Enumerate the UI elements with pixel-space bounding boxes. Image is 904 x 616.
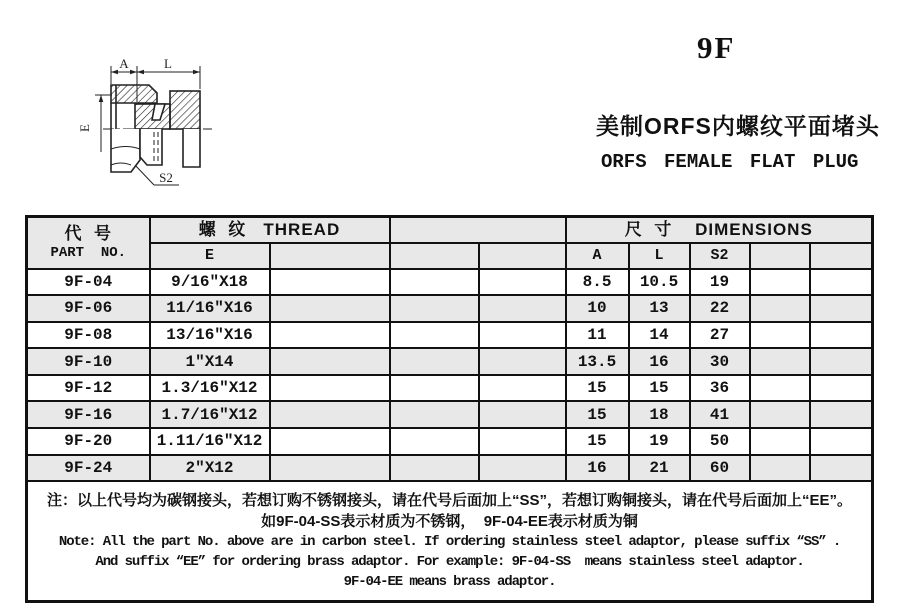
cell-empty <box>479 269 566 296</box>
cell-a: 16 <box>566 455 629 482</box>
cell-empty <box>810 375 873 402</box>
header-col-s2: S2 <box>690 243 750 269</box>
cell-empty <box>270 295 390 322</box>
table-row <box>27 401 873 428</box>
cell-empty <box>270 401 390 428</box>
cell-empty <box>479 348 566 375</box>
cell-empty <box>750 401 810 428</box>
cell-a: 15 <box>566 375 629 402</box>
table-row <box>27 375 873 402</box>
cell-part: 9F-16 <box>27 401 150 428</box>
table-row <box>27 428 873 455</box>
dim-label-e: E <box>77 124 92 132</box>
cell-s2: 22 <box>690 295 750 322</box>
cell-part: 9F-04 <box>27 269 150 296</box>
cell-empty <box>479 455 566 482</box>
cell-part: 9F-08 <box>27 322 150 349</box>
cell-part: 9F-12 <box>27 375 150 402</box>
header-blank <box>390 243 479 269</box>
cell-l: 10.5 <box>629 269 690 296</box>
dim-label-s2: S2 <box>159 170 173 185</box>
cell-empty <box>270 322 390 349</box>
cell-empty <box>810 401 873 428</box>
note-line-zh-1: 注：以上代号均为碳钢接头，若想订购不锈钢接头，请在代号后面加上“SS”，若想订购铜接头，请在代号后面加上“EE”。 <box>47 492 853 510</box>
cell-thread: 1″X14 <box>150 348 270 375</box>
cell-a: 15 <box>566 401 629 428</box>
cell-empty <box>479 428 566 455</box>
cell-empty <box>810 455 873 482</box>
header-blank <box>270 243 390 269</box>
cell-empty <box>750 322 810 349</box>
cell-a: 13.5 <box>566 348 629 375</box>
cell-l: 21 <box>629 455 690 482</box>
cell-empty <box>390 375 479 402</box>
header-col-e: E <box>150 243 270 269</box>
header-blank <box>479 243 566 269</box>
note-line-en-3: 9F-04-EE means brass adaptor. <box>343 574 556 591</box>
cell-thread: 1.11/16″X12 <box>150 428 270 455</box>
header-blank <box>810 243 873 269</box>
cell-l: 15 <box>629 375 690 402</box>
notes-row <box>27 481 873 602</box>
cell-empty <box>270 375 390 402</box>
header-col-l: L <box>629 243 690 269</box>
cell-part: 9F-20 <box>27 428 150 455</box>
cell-empty <box>810 295 873 322</box>
cell-empty <box>390 348 479 375</box>
header-blank-span <box>390 217 566 243</box>
header-dimensions: 尺 寸 DIMENSIONS <box>566 217 873 243</box>
cell-l: 14 <box>629 322 690 349</box>
cell-s2: 19 <box>690 269 750 296</box>
cell-s2: 36 <box>690 375 750 402</box>
header-part-no-en: PART NO. <box>50 244 127 261</box>
cell-empty <box>750 269 810 296</box>
cell-empty <box>479 375 566 402</box>
header-thread: 螺 纹 THREAD <box>150 217 390 243</box>
cell-empty <box>810 322 873 349</box>
cell-empty <box>750 348 810 375</box>
cell-part: 9F-24 <box>27 455 150 482</box>
cell-a: 15 <box>566 428 629 455</box>
header-row-2 <box>27 243 873 269</box>
cell-empty <box>390 295 479 322</box>
cell-empty <box>270 269 390 296</box>
cell-l: 13 <box>629 295 690 322</box>
cell-s2: 30 <box>690 348 750 375</box>
cell-l: 16 <box>629 348 690 375</box>
cell-empty <box>479 295 566 322</box>
cell-empty <box>750 295 810 322</box>
cell-s2: 27 <box>690 322 750 349</box>
cell-empty <box>810 428 873 455</box>
note-line-en-1: Note: All the part No. above are in carbon steel. If ordering stainless steel adaptor, please suffix “SS” . <box>58 534 841 551</box>
cell-thread: 2″X12 <box>150 455 270 482</box>
header-part-no <box>27 217 150 269</box>
cell-l: 18 <box>629 401 690 428</box>
cell-thread: 11/16″X16 <box>150 295 270 322</box>
cell-thread: 1.3/16″X12 <box>150 375 270 402</box>
dim-label-l: L <box>164 56 172 71</box>
notes-block <box>27 481 873 602</box>
cell-part: 9F-06 <box>27 295 150 322</box>
table-row <box>27 269 873 296</box>
table-row <box>27 348 873 375</box>
cell-thread: 1.7/16″X12 <box>150 401 270 428</box>
title-english: ORFS FEMALE FLAT PLUG <box>601 151 859 173</box>
cell-s2: 60 <box>690 455 750 482</box>
cell-thread: 9/16″X18 <box>150 269 270 296</box>
cell-empty <box>810 269 873 296</box>
cell-empty <box>479 322 566 349</box>
header-col-a: A <box>566 243 629 269</box>
note-line-en-2: And suffix “EE” for ordering brass adaptor. For example: 9F-04-SS means stainless steel adaptor. <box>95 554 804 571</box>
cell-s2: 50 <box>690 428 750 455</box>
table-row <box>27 295 873 322</box>
cell-empty <box>810 348 873 375</box>
cell-empty <box>270 455 390 482</box>
dim-label-a: A <box>119 56 129 71</box>
cell-empty <box>390 322 479 349</box>
cell-empty <box>390 428 479 455</box>
cell-empty <box>750 375 810 402</box>
header-row-1 <box>27 217 873 243</box>
header-blank <box>750 243 810 269</box>
cell-empty <box>270 428 390 455</box>
page-code: 9F <box>697 30 736 65</box>
cell-empty <box>390 269 479 296</box>
cell-empty <box>390 455 479 482</box>
cell-thread: 13/16″X16 <box>150 322 270 349</box>
spec-table <box>25 215 874 603</box>
cell-a: 11 <box>566 322 629 349</box>
cell-a: 10 <box>566 295 629 322</box>
cell-a: 8.5 <box>566 269 629 296</box>
cell-empty <box>479 401 566 428</box>
technical-drawing <box>55 30 315 210</box>
header-part-no-zh: 代 号 <box>64 224 112 244</box>
cell-empty <box>270 348 390 375</box>
table-row <box>27 322 873 349</box>
cell-empty <box>390 401 479 428</box>
cell-l: 19 <box>629 428 690 455</box>
cell-s2: 41 <box>690 401 750 428</box>
title-chinese: 美制ORFS内螺纹平面堵头 <box>596 113 880 139</box>
table-row <box>27 455 873 482</box>
cell-empty <box>750 455 810 482</box>
cell-part: 9F-10 <box>27 348 150 375</box>
note-line-zh-2: 如9F-04-SS表示材质为不锈钢， 9F-04-EE表示材质为铜 <box>261 513 638 531</box>
cell-empty <box>750 428 810 455</box>
